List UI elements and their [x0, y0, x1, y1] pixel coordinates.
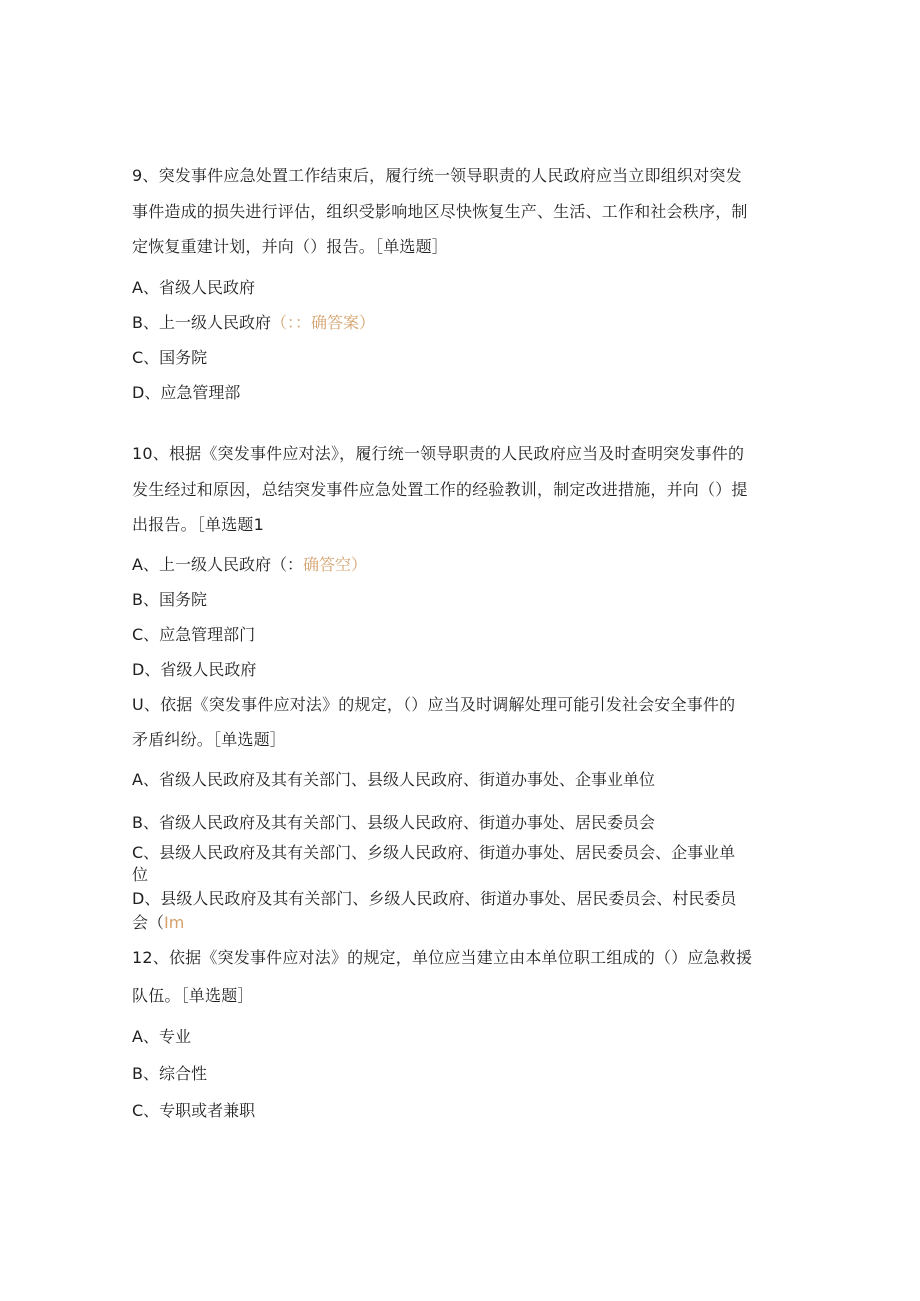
question-10-line-1: 10、根据《突发事件应对法》，履行统一领导职责的人民政府应当及时查明突发事件的 [132, 444, 745, 463]
question-11-option-d-cont: 会（Im [132, 913, 185, 932]
question-11-option-d: D、县级人民政府及其有关部门、乡级人民政府、街道办事处、居民委员会、村民委员 [132, 889, 737, 908]
question-9-option-a: A、省级人民政府 [132, 278, 255, 297]
question-12-line-2: 队伍。［单选题］ [132, 986, 254, 1005]
question-12-line-1: 12、依据《突发事件应对法》的规定，单位应当建立由本单位职工组成的（）应急救援 [132, 948, 753, 967]
question-9-line-1: 9、突发事件应急处置工作结束后，履行统一领导职责的人民政府应当立即组织对突发 [132, 166, 742, 185]
question-11-option-c: C、县级人民政府及其有关部门、乡级人民政府、街道办事处、居民委员会、企事业单 [132, 843, 736, 862]
answer-mark: Im [164, 913, 185, 932]
question-12-option-c: C、专职或者兼职 [132, 1101, 256, 1120]
question-11-option-c-cont: 位 [132, 865, 149, 884]
answer-mark: 确答空） [302, 555, 367, 574]
question-9-option-d: D、应急管理部 [132, 383, 241, 402]
question-10-line-2: 发生经过和原因，总结突发事件应急处置工作的经验教训，制定改进措施，并向（）提 [132, 480, 748, 499]
question-10-option-b: B、国务院 [132, 590, 207, 609]
question-11-option-b: B、省级人民政府及其有关部门、县级人民政府、街道办事处、居民委员会 [132, 813, 655, 832]
question-10-option-c: C、应急管理部门 [132, 625, 256, 644]
question-10-line-3: 出报告。［单选题1 [132, 515, 264, 534]
question-11-line-2: 矛盾纠纷。［单选题］ [132, 730, 287, 749]
question-11-line-1: U、依据《突发事件应对法》的规定，（）应当及时调解处理可能引发社会安全事件的 [132, 695, 736, 714]
question-9-line-3: 定恢复重建计划，并向（）报告。［单选题］ [132, 237, 449, 256]
question-12-option-b: B、综合性 [132, 1064, 207, 1083]
question-10-option-a: A、上一级人民政府（：确答空） [132, 555, 367, 574]
question-11-option-a: A、省级人民政府及其有关部门、县级人民政府、街道办事处、企事业单位 [132, 770, 655, 789]
answer-mark: （：：确答案） [270, 313, 375, 332]
question-10-option-d: D、省级人民政府 [132, 660, 257, 679]
question-9-line-2: 事件造成的损失进行评估，组织受影响地区尽快恢复生产、生活、工作和社会秩序，制 [132, 202, 748, 221]
question-12-option-a: A、专业 [132, 1027, 191, 1046]
question-9-option-b: B、上一级人民政府（：：确答案） [132, 313, 375, 332]
question-9-option-c: C、国务院 [132, 348, 208, 367]
